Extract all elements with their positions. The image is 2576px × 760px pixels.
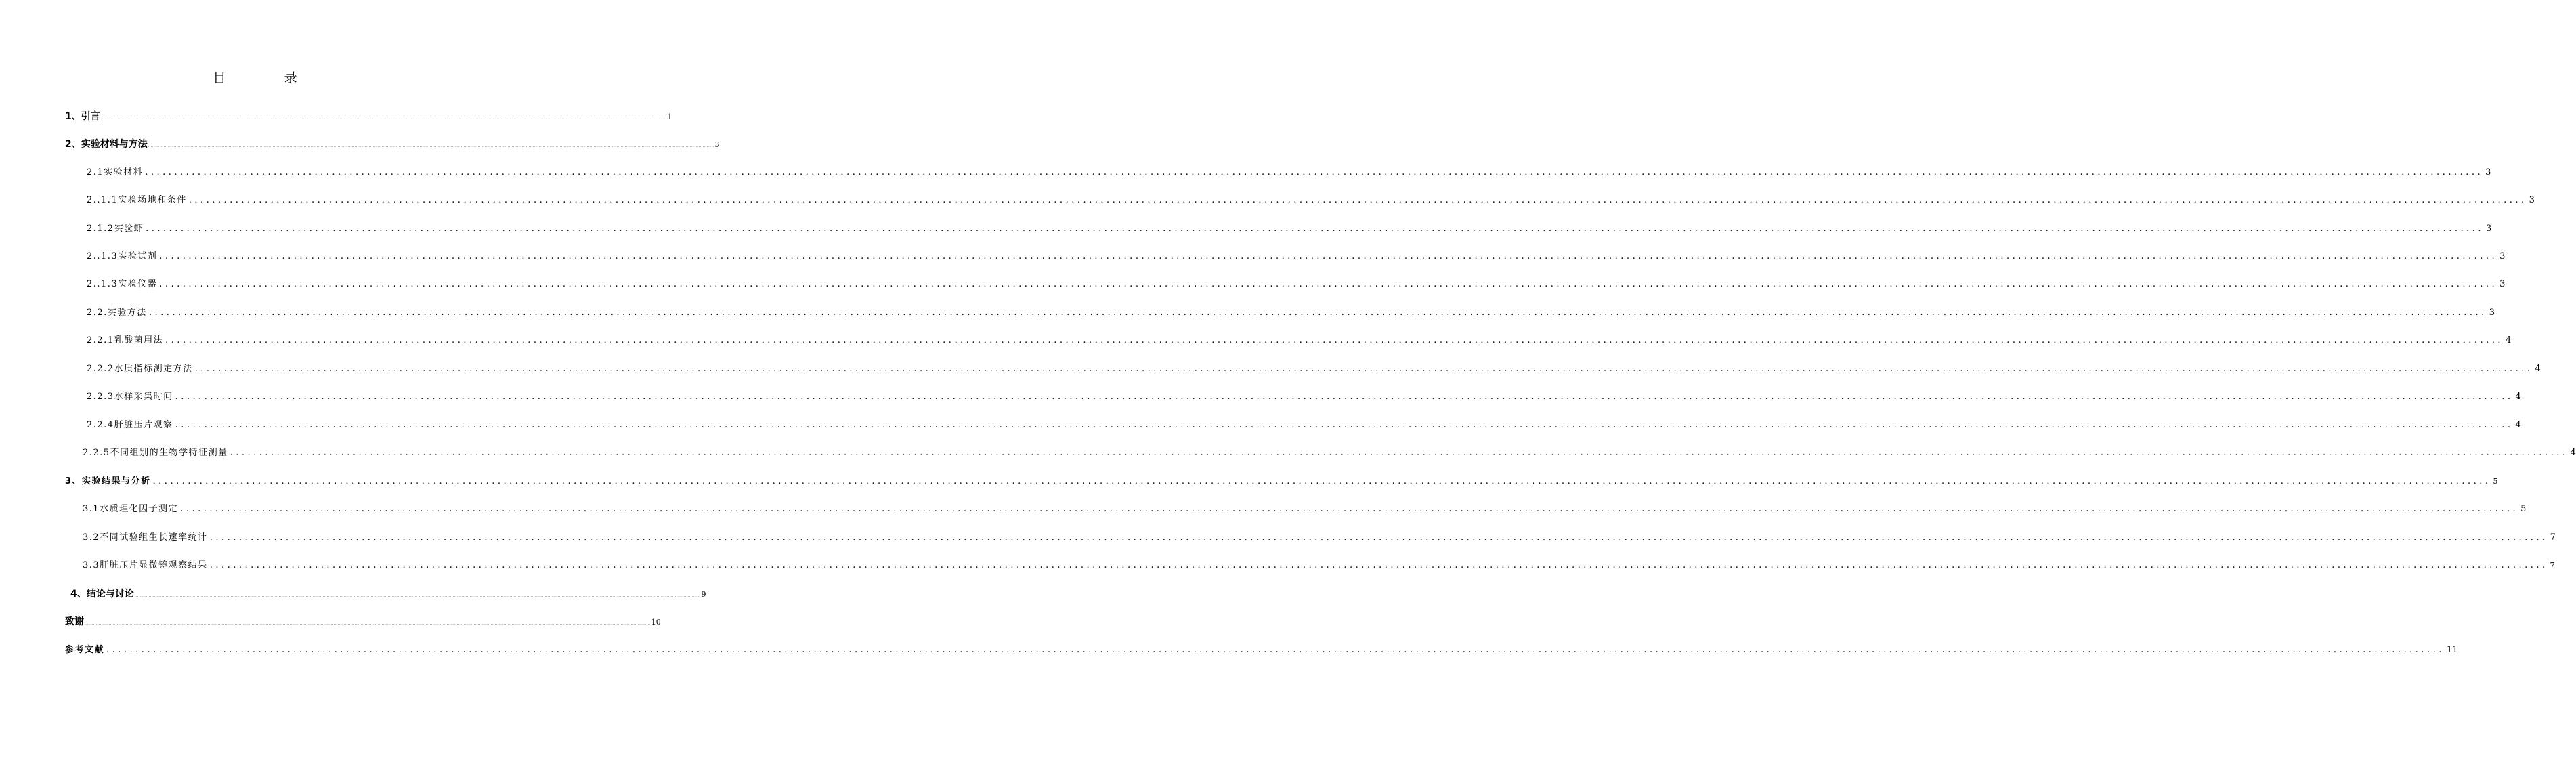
toc-entry-title: 2..1.3实验仪器: [87, 279, 158, 289]
dot-leader: ................................................................................................................................................................................................................................................................................................................................................................................................................: [106, 645, 2445, 655]
dot-leader: ................................................................................................................................................................................................................................................................................................................................................................................................................: [159, 279, 2498, 289]
toc-entry-title: 2.2.3水样采集时间: [87, 392, 173, 402]
toc-entry-page: 7: [2550, 532, 2556, 543]
toc-entry-page: 3: [2489, 308, 2495, 318]
toc-entry-title: 3.3肝脏压片显微镜观察结果: [83, 560, 208, 570]
toc-entry-page: 3: [2529, 195, 2535, 205]
toc-entry[interactable]: [65, 642, 2458, 658]
toc-entry[interactable]: [65, 136, 720, 152]
toc-entry-page: 1: [667, 112, 672, 121]
toc-entry-page: 5: [2493, 477, 2498, 486]
toc-entry[interactable]: [87, 276, 2506, 293]
toc-entry-page: 9: [701, 590, 706, 599]
toc-entry-title: 3.2不同试验组生长速率统计: [83, 532, 208, 543]
dot-leader: ................................................................................................................................................................................................................................................................................................................................................................................................................: [134, 594, 701, 598]
dot-leader: ................................................................................................................................................................................................................................................................................................................................................................................................................: [230, 448, 2569, 458]
toc-entry-title: 4、结论与讨论: [70, 589, 134, 599]
dot-leader: ................................................................................................................................................................................................................................................................................................................................................................................................................: [175, 392, 2514, 402]
toc-entry[interactable]: [87, 192, 2535, 209]
toc-entry-page: 3: [2485, 167, 2491, 177]
toc-entry[interactable]: [87, 417, 2521, 434]
toc-entry-page: 4: [2515, 392, 2521, 402]
toc-entry-title: 2..1.3实验试剂: [87, 251, 158, 261]
toc-entry-title: 2.2.5不同组别的生物学特征测量: [83, 448, 228, 458]
toc-entry-page: 3: [2486, 224, 2492, 234]
toc-entry-title: 2、实验材料与方法: [65, 139, 148, 150]
toc-entry-title: 参考文献: [65, 645, 105, 655]
toc-entry-page: 4: [2506, 335, 2512, 345]
dot-leader: ................................................................................................................................................................................................................................................................................................................................................................................................................: [100, 117, 667, 121]
toc-entry-page: 4: [2535, 364, 2541, 374]
toc-entry[interactable]: [83, 445, 2576, 461]
toc-entry-page: 7: [2550, 561, 2555, 570]
dot-leader: ................................................................................................................................................................................................................................................................................................................................................................................................................: [152, 476, 2491, 486]
toc-entry-title: 致谢: [65, 616, 84, 627]
toc-entry[interactable]: [65, 108, 672, 125]
toc-entry-page: 5: [2520, 504, 2527, 514]
toc-entry-title: 2..1.1实验场地和条件: [87, 195, 187, 205]
dot-leader: ................................................................................................................................................................................................................................................................................................................................................................................................................: [209, 532, 2548, 543]
toc-entry[interactable]: [83, 557, 2555, 574]
dot-leader: ................................................................................................................................................................................................................................................................................................................................................................................................................: [175, 420, 2514, 430]
dot-leader: ................................................................................................................................................................................................................................................................................................................................................................................................................: [194, 364, 2533, 374]
dot-leader: ................................................................................................................................................................................................................................................................................................................................................................................................................: [209, 560, 2548, 570]
toc-entry[interactable]: [70, 586, 706, 602]
toc-entry-page: 11: [2446, 645, 2458, 655]
toc-entry[interactable]: [87, 165, 2491, 181]
dot-leader: ................................................................................................................................................................................................................................................................................................................................................................................................................: [159, 251, 2498, 261]
toc-entry-page: 3: [2499, 279, 2506, 289]
toc-entry-title: 2.2.4肝脏压片观察: [87, 420, 173, 430]
toc-entry-page: 4: [2570, 448, 2576, 458]
toc-entry[interactable]: [65, 614, 661, 630]
toc-entry[interactable]: [87, 361, 2541, 377]
toc-entry-page: 10: [651, 618, 661, 627]
toc-entry-title: 3.1水质理化因子测定: [83, 504, 179, 514]
toc-entry-title: 2.1.2实验虾: [87, 224, 144, 234]
toc-entry[interactable]: [83, 530, 2556, 546]
toc-entry-title: 2.2.实验方法: [87, 308, 147, 318]
toc-entry-page: 3: [714, 140, 720, 149]
dot-leader: ................................................................................................................................................................................................................................................................................................................................................................................................................: [148, 308, 2487, 318]
dot-leader: ................................................................................................................................................................................................................................................................................................................................................................................................................: [146, 224, 2485, 234]
toc-entry-title: 2.2.1乳酸菌用法: [87, 335, 164, 345]
page-title: 目 录: [213, 70, 324, 85]
toc-entry-page: 3: [2499, 251, 2506, 261]
dot-leader: ................................................................................................................................................................................................................................................................................................................................................................................................................: [148, 144, 714, 148]
toc-entry[interactable]: [87, 333, 2512, 349]
toc-entry[interactable]: [87, 305, 2495, 321]
toc-entry-title: 2.1实验材料: [87, 167, 144, 177]
dot-leader: ................................................................................................................................................................................................................................................................................................................................................................................................................: [180, 504, 2519, 514]
dot-leader: ................................................................................................................................................................................................................................................................................................................................................................................................................: [165, 335, 2504, 345]
dot-leader: ................................................................................................................................................................................................................................................................................................................................................................................................................: [85, 622, 651, 626]
toc-entry-title: 3、实验结果与分析: [65, 476, 151, 486]
toc-entry-title: 1、引言: [65, 111, 100, 122]
toc-entry[interactable]: [83, 501, 2527, 518]
toc-entry-page: 4: [2515, 420, 2521, 430]
dot-leader: ................................................................................................................................................................................................................................................................................................................................................................................................................: [145, 167, 2484, 177]
toc-entry[interactable]: [65, 473, 2498, 490]
toc-entry-title: 2.2.2水质指标测定方法: [87, 364, 193, 374]
toc-entry[interactable]: [87, 249, 2506, 265]
dot-leader: ................................................................................................................................................................................................................................................................................................................................................................................................................: [188, 195, 2527, 205]
toc-entry[interactable]: [87, 221, 2492, 237]
toc-entry[interactable]: [87, 389, 2521, 405]
